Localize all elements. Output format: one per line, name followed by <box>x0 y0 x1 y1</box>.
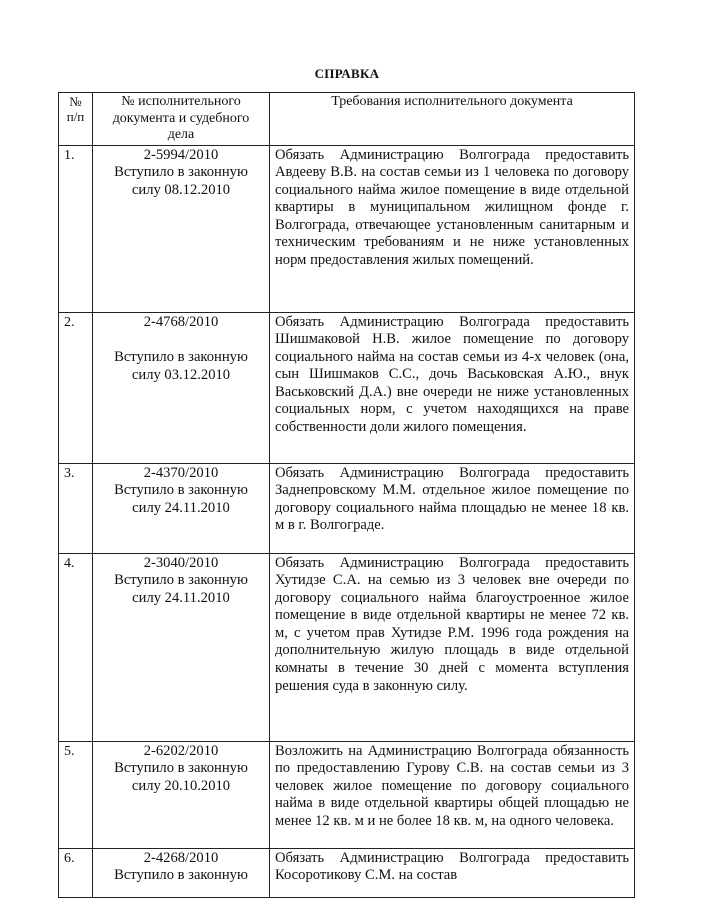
requirements-cell: Обязать Администрацию Волгограда предоставить Шишмаковой Н.В. жилое помещение по договору социального найма на состав семьи из 4-х человек (она, сын Шишмаков С.С., дочь Васьковская А.Ю., внук Васьковский Д.А.) вне очереди не ниже установленных социальных норм, с учетом находящихся на праве собственности доли жилого помещения. <box>270 312 635 463</box>
document-title: СПРАВКА <box>314 66 380 81</box>
table-row <box>59 553 635 741</box>
row-number: 6. <box>59 848 93 897</box>
case-cell <box>93 312 270 463</box>
case-number: 2-4768/2010 <box>143 313 219 330</box>
requirements-cell: Обязать Администрацию Волгограда предоставить Заднепровскому М.М. отдельное жилое помещение по договору социального найма площадью не менее 18 кв. м в г. Волгограде. <box>270 463 635 553</box>
header-case: № исполнительного документа и судебного дела <box>93 93 270 146</box>
row-number: 3. <box>59 463 93 553</box>
entry-into-force: Вступило в законную <box>114 867 248 884</box>
case-number: 2-3040/2010 <box>143 554 219 571</box>
entry-into-force: Вступило в законную силу 08.12.2010 <box>114 164 248 198</box>
case-cell <box>93 145 270 312</box>
table-row <box>59 145 635 312</box>
case-number: 2-5994/2010 <box>143 146 219 163</box>
requirements-cell: Обязать Администрацию Волгограда предоставить Авдееву В.В. на состав семьи из 1 человека по договору социального найма жилое помещение в виде отдельной квартиры в муниципальном жилищном фонде г. Волгограда, отвечающее установленным санитарным и техническим требованиям и не ниже установленных норм предоставления жилых помещений. <box>270 145 635 312</box>
requirements-cell: Возложить на Администрацию Волгограда обязанность по предоставлению Гурову С.В. на состав семьи из 3 человек жилое помещение по договору социального найма в виде отдельной квартиры общей площадью не менее 12 кв. м и не более 18 кв. м, на одного человека. <box>270 741 635 848</box>
row-number: 5. <box>59 741 93 848</box>
table-row <box>59 741 635 848</box>
enforcement-documents-table <box>58 92 635 898</box>
case-cell <box>93 463 270 553</box>
entry-into-force: Вступило в законную силу 03.12.2010 <box>114 349 248 383</box>
entry-into-force: Вступило в законную силу 24.11.2010 <box>114 482 248 516</box>
table-row <box>59 312 635 463</box>
row-number: 4. <box>59 553 93 741</box>
requirements-cell: Обязать Администрацию Волгограда предоставить Косоротикову С.М. на состав <box>270 848 635 897</box>
row-number: 2. <box>59 312 93 463</box>
requirements-cell: Обязать Администрацию Волгограда предоставить Хутидзе С.А. на семью из 3 человек вне очереди по договору социального найма благоустроенное жилое помещение в виде отдельной квартиры не менее 72 кв. м, с учетом прав Хутидзе Р.М. 1996 года рождения на дополнительную жилую площадь в виде отдельной комнаты в течение 30 дней с момента вступления решения суда в законную силу. <box>270 553 635 741</box>
table-header-row <box>59 93 635 146</box>
header-number: № п/п <box>59 93 93 146</box>
case-number: 2-4370/2010 <box>143 464 219 481</box>
header-requirements: Требования исполнительного документа <box>270 93 635 146</box>
case-cell <box>93 741 270 848</box>
case-cell <box>93 553 270 741</box>
case-number: 2-6202/2010 <box>143 742 219 759</box>
entry-into-force: Вступило в законную силу 24.11.2010 <box>114 572 248 606</box>
case-cell <box>93 848 270 897</box>
table-row <box>59 848 635 897</box>
table-row <box>59 463 635 553</box>
case-number: 2-4268/2010 <box>143 849 219 866</box>
entry-into-force: Вступило в законную силу 20.10.2010 <box>114 760 248 794</box>
row-number: 1. <box>59 145 93 312</box>
